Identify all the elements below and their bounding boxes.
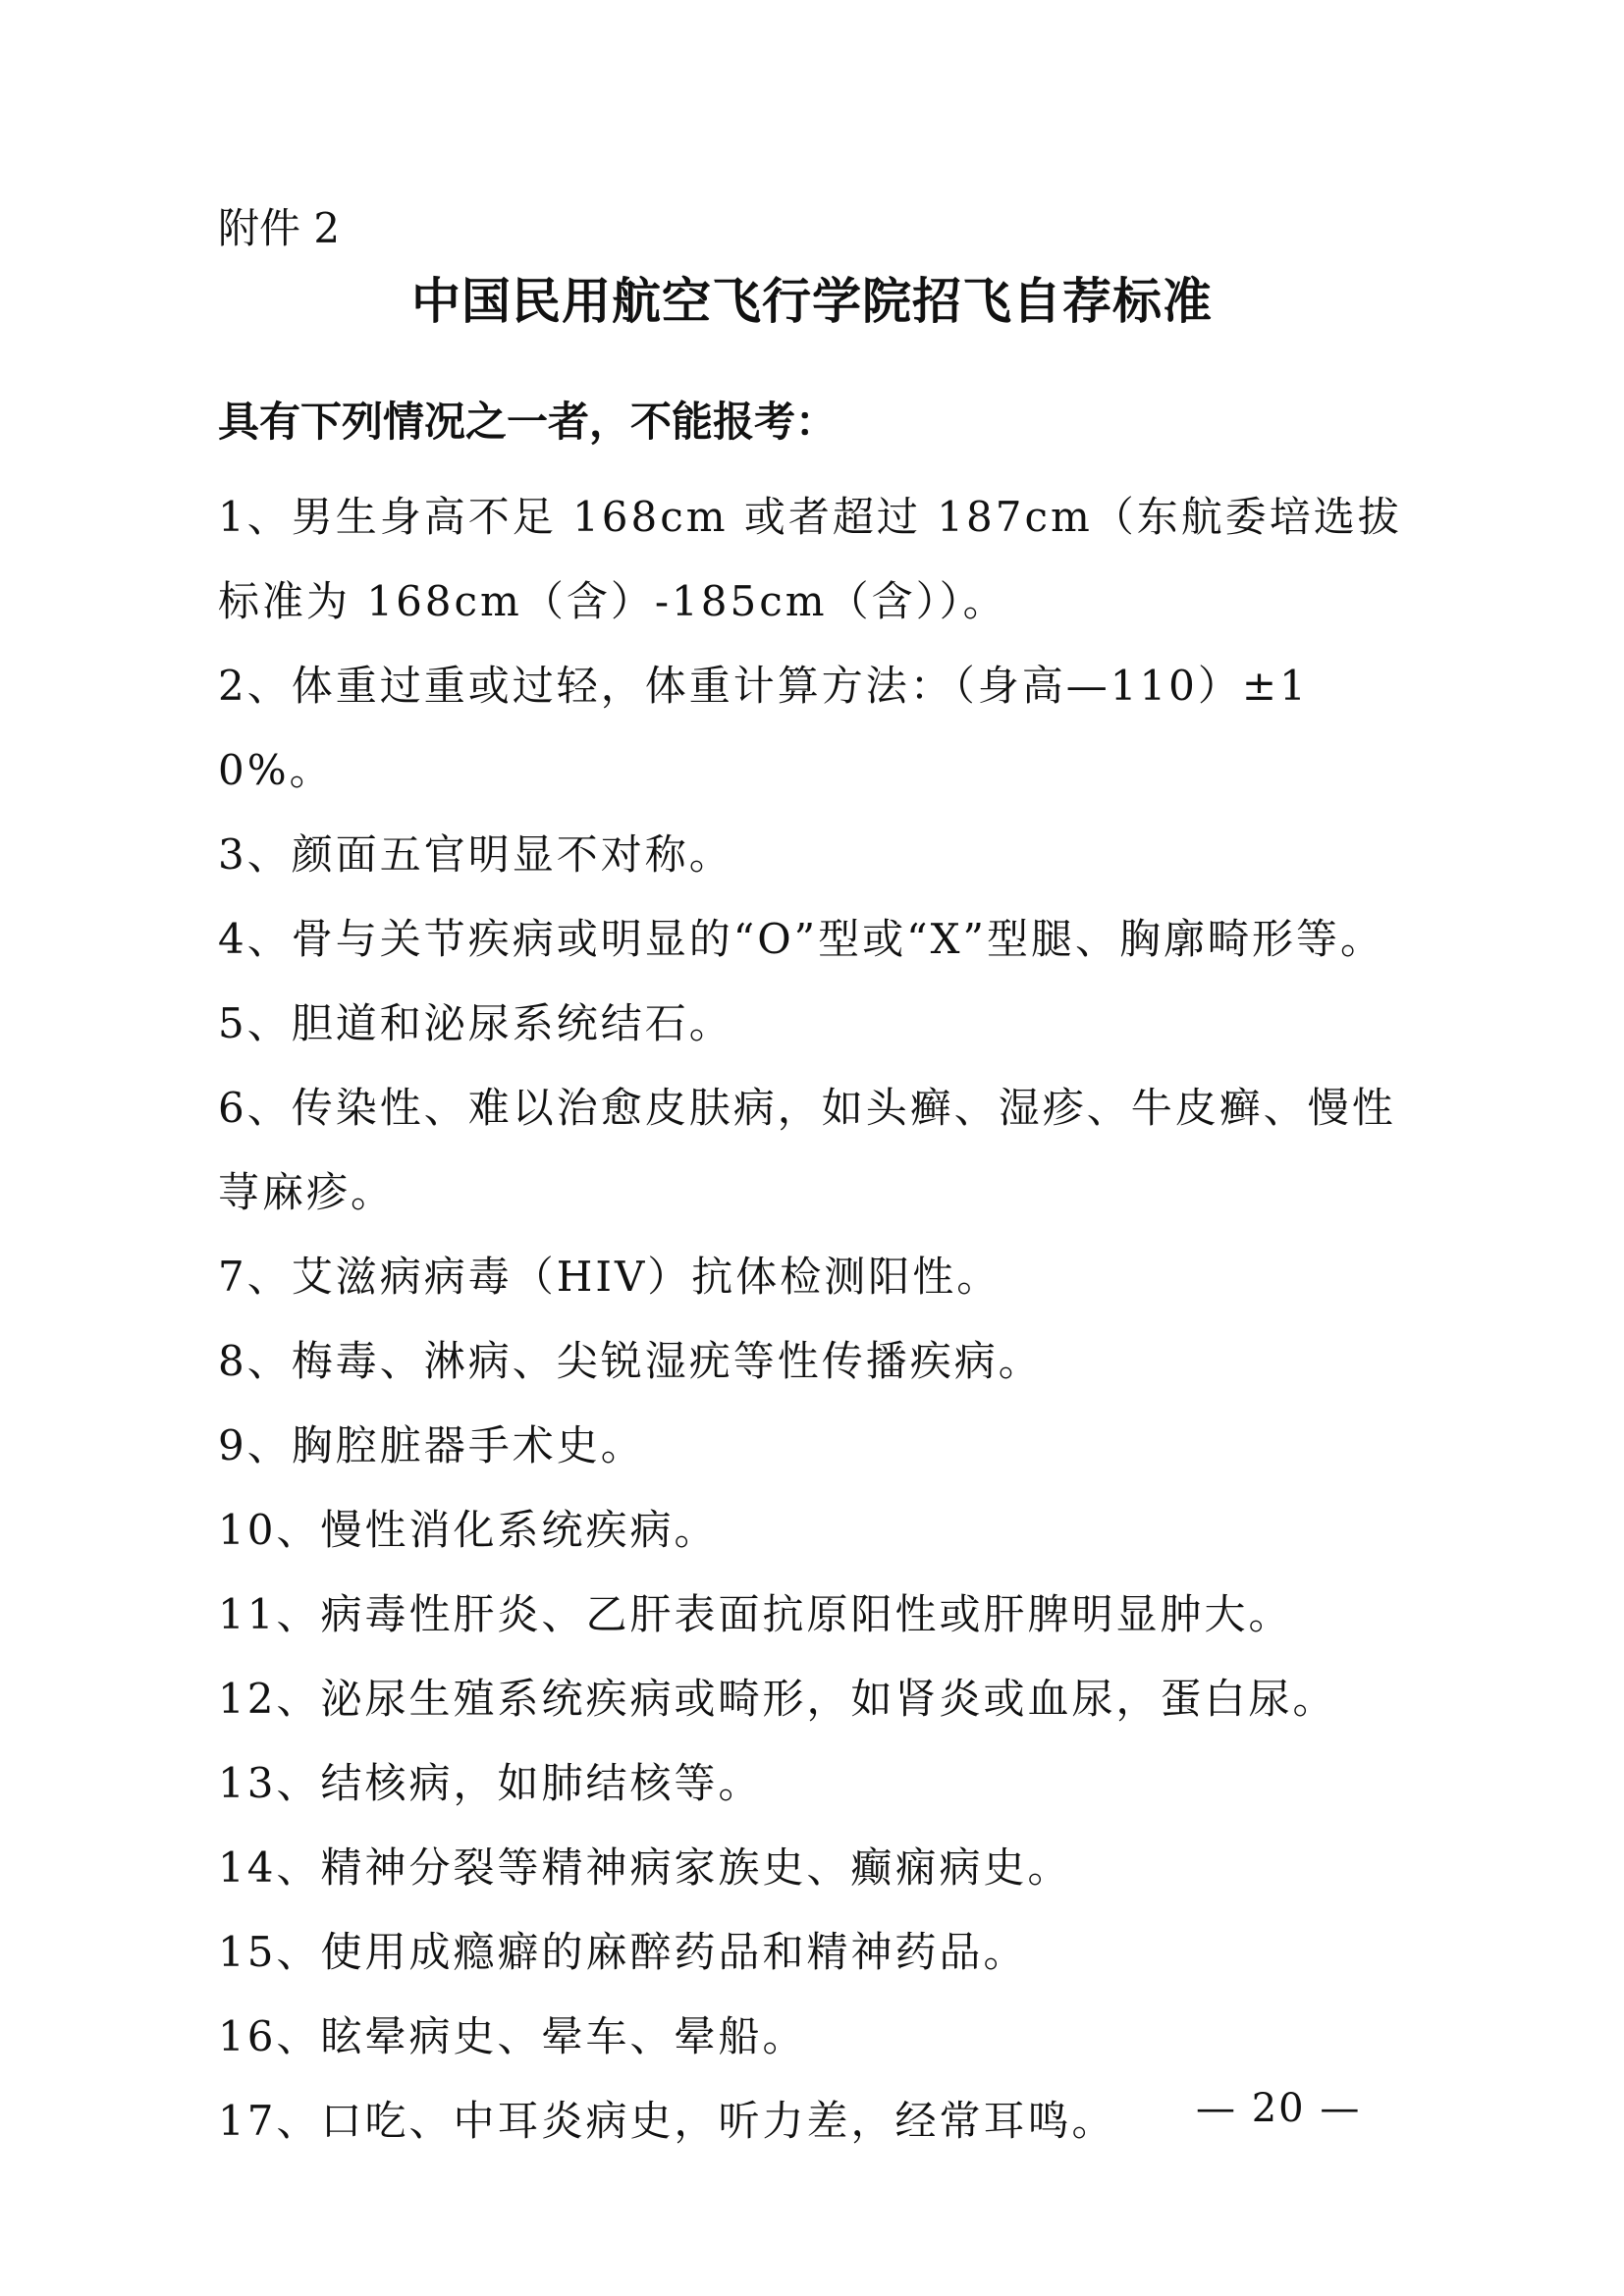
criteria-item-15: 15、使用成瘾癖的麻醉药品和精神药品。 <box>218 1928 1028 1976</box>
intro-heading: 具有下列情况之一者，不能报考： <box>218 398 838 446</box>
criteria-list <box>218 475 1416 2163</box>
criteria-item-7: 7、艾滋病病毒（HIV）抗体检测阳性。 <box>218 1253 1001 1301</box>
criteria-item-16: 16、眩晕病史、晕车、晕船。 <box>218 2012 807 2060</box>
criteria-item-5: 5、胆道和泌尿系统结石。 <box>218 999 733 1047</box>
criteria-item-17: 17、口吃、中耳炎病史，听力差，经常耳鸣。 <box>218 2097 1116 2145</box>
criteria-item-4: 4、骨与关节疾病或明显的“O”型或“X”型腿、胸廓畸形等。 <box>218 915 1384 963</box>
criteria-item-9: 9、胸腔脏器手术史。 <box>218 1421 645 1469</box>
criteria-item-11: 11、病毒性肝炎、乙肝表面抗原阳性或肝脾明显肿大。 <box>218 1590 1293 1638</box>
criteria-item-8: 8、梅毒、淋病、尖锐湿疣等性传播疾病。 <box>218 1337 1043 1385</box>
criteria-item-12: 12、泌尿生殖系统疾病或畸形，如肾炎或血尿，蛋白尿。 <box>218 1675 1337 1723</box>
criteria-item-3: 3、颜面五官明显不对称。 <box>218 830 733 879</box>
document-title: 中国民用航空飞行学院招飞自荐标准 <box>411 272 1213 330</box>
criteria-item-14: 14、精神分裂等精神病家族史、癫痫病史。 <box>218 1843 1072 1892</box>
page-number: — 20 — <box>1196 2086 1362 2131</box>
criteria-item-6: 6、传染性、难以治愈皮肤病，如头癣、湿疹、牛皮癣、慢性荨麻疹。 <box>218 1084 1396 1216</box>
criteria-item-1: 1、男生身高不足 168cm 或者超过 187cm（东航委培选拔标准为 168cm（含）-185cm（含））。 <box>218 493 1402 625</box>
attachment-label: 附件 2 <box>218 204 341 252</box>
criteria-item-13: 13、结核病，如肺结核等。 <box>218 1759 763 1807</box>
criteria-item-10: 10、慢性消化系统疾病。 <box>218 1506 719 1554</box>
criteria-item-2: 2、体重过重或过轻，体重计算方法：（身高—110）±10%。 <box>218 662 1309 794</box>
